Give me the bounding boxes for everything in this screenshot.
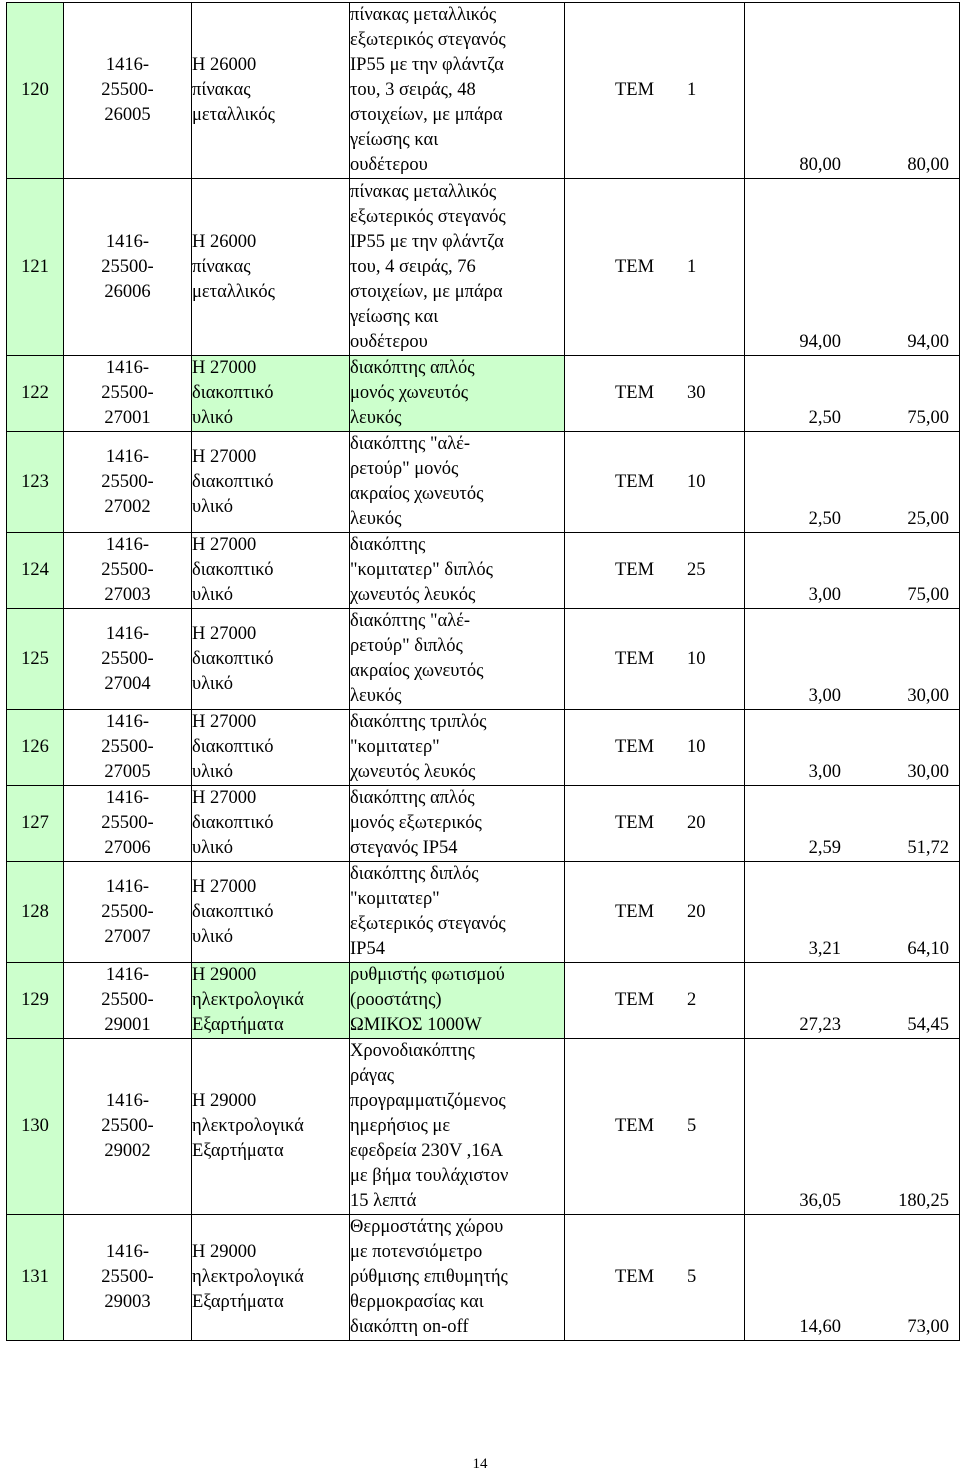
text-line: 26006 — [104, 281, 151, 302]
price-cell — [745, 862, 960, 963]
text-line: ημερήσιος με — [350, 1116, 451, 1136]
text-line: διακόπτης απλός — [350, 788, 475, 808]
text-line: εξωτερικός στεγανός — [350, 206, 506, 227]
table-row — [7, 609, 960, 710]
text-line: πίνακας — [192, 256, 251, 277]
text-line: θερμοκρασίας και — [350, 1292, 484, 1312]
quantity: 1 — [687, 80, 697, 100]
text-line: 25500- — [101, 813, 154, 833]
text-line: 1416- — [105, 358, 150, 378]
quantity: 10 — [687, 471, 706, 492]
table-row — [7, 1215, 960, 1341]
item-code — [64, 609, 192, 710]
text-line: με βήμα τουλάχιστον — [350, 1166, 509, 1186]
text-line: 25500- — [101, 737, 154, 757]
text-line: 1416- — [105, 446, 150, 467]
text-line: ρυθμιστής φωτισμού — [350, 965, 505, 985]
table-row — [7, 533, 960, 609]
unit-quantity-cell — [565, 432, 745, 533]
item-description — [350, 710, 565, 786]
item-code — [64, 432, 192, 533]
total-price: 30,00 — [907, 762, 949, 782]
text-line: 27003 — [104, 585, 151, 605]
item-description — [350, 3, 565, 179]
text-line: Η 29000 — [192, 1242, 257, 1262]
text-line: 1416- — [105, 1242, 150, 1262]
total-price: 54,45 — [907, 1015, 949, 1035]
text-line: διακόπτης "αλέ- — [350, 434, 471, 454]
row-number: 126 — [7, 710, 64, 786]
price-cell — [745, 533, 960, 609]
text-line: 25500- — [101, 80, 154, 100]
item-category — [192, 862, 350, 963]
item-code — [64, 179, 192, 356]
unit-price: 3,21 — [808, 939, 841, 959]
total-price: 180,25 — [898, 1191, 949, 1211]
text-line: ράγας — [350, 1066, 395, 1086]
total-price: 64,10 — [907, 939, 949, 959]
text-line: διακόπτης τριπλός — [350, 712, 487, 732]
text-line: Η 29000 — [192, 1091, 257, 1111]
text-line: (ροοστάτης) — [350, 990, 442, 1010]
total-price: 75,00 — [907, 408, 949, 428]
text-line: "κομιτατερ" — [350, 889, 440, 909]
text-line: Εξαρτήματα — [192, 1141, 284, 1161]
table-row — [7, 356, 960, 432]
text-line: 27001 — [104, 408, 151, 428]
text-line: ηλεκτρολογικά — [192, 1267, 304, 1287]
table-row — [7, 1039, 960, 1215]
item-description — [350, 786, 565, 862]
total-price: 30,00 — [907, 686, 949, 706]
text-line: διακοπτικό — [192, 813, 274, 833]
text-line: υλικό — [192, 838, 234, 858]
text-line: 29002 — [104, 1141, 151, 1161]
item-code — [64, 3, 192, 179]
text-line: Η 26000 — [192, 55, 257, 75]
unit-price: 80,00 — [799, 154, 841, 175]
text-line: 25500- — [101, 560, 154, 580]
unit: TEM — [615, 737, 655, 757]
item-category — [192, 356, 350, 432]
unit: TEM — [615, 990, 655, 1010]
unit: TEM — [615, 648, 655, 669]
unit: TEM — [615, 471, 655, 492]
table-row — [7, 3, 960, 179]
total-price: 94,00 — [907, 332, 949, 352]
text-line: 26005 — [104, 105, 151, 125]
item-category — [192, 533, 350, 609]
text-line: 1416- — [105, 965, 150, 985]
price-cell — [745, 710, 960, 786]
text-line: Η 27000 — [192, 788, 257, 808]
unit: TEM — [615, 1267, 655, 1287]
item-code — [64, 710, 192, 786]
quantity: 25 — [687, 560, 706, 580]
price-list-table — [6, 2, 960, 1341]
text-line: ρετούρ" μονός — [350, 459, 459, 479]
price-cell — [745, 786, 960, 862]
item-code — [64, 862, 192, 963]
unit-quantity-cell — [565, 3, 745, 179]
text-line: "κομιτατερ" — [350, 737, 440, 757]
text-line: υλικό — [192, 926, 234, 947]
price-cell — [745, 1039, 960, 1215]
quantity: 10 — [687, 648, 706, 669]
text-line: 27005 — [104, 762, 151, 782]
text-line: μεταλλικός — [192, 281, 275, 302]
item-category — [192, 1215, 350, 1341]
text-line: ηλεκτρολογικά — [192, 1116, 304, 1136]
text-line: πίνακας μεταλλικός — [350, 181, 497, 202]
row-number: 122 — [7, 356, 64, 432]
unit-price: 3,00 — [808, 762, 841, 782]
unit-quantity-cell — [565, 609, 745, 710]
unit-quantity-cell — [565, 179, 745, 356]
item-description — [350, 179, 565, 356]
text-line: 25500- — [101, 990, 154, 1010]
total-price: 73,00 — [907, 1317, 949, 1337]
row-number: 124 — [7, 533, 64, 609]
unit-quantity-cell — [565, 862, 745, 963]
text-line: Η 27000 — [192, 623, 257, 644]
text-line: Η 27000 — [192, 712, 257, 732]
unit: TEM — [615, 1116, 655, 1136]
row-number: 127 — [7, 786, 64, 862]
text-line: 29001 — [104, 1015, 151, 1035]
text-line: 1416- — [105, 623, 150, 644]
total-price: 25,00 — [907, 509, 949, 529]
text-line: 1416- — [105, 231, 150, 252]
text-line: στοιχείων, με μπάρα — [350, 105, 503, 125]
text-line: 25500- — [101, 256, 154, 277]
quantity: 30 — [687, 383, 706, 403]
text-line: γείωσης και — [350, 130, 439, 150]
row-number: 129 — [7, 963, 64, 1039]
text-line: IP55 με την φλάντζα — [350, 55, 504, 75]
quantity: 20 — [687, 813, 706, 833]
row-number: 121 — [7, 179, 64, 356]
text-line: λευκός — [350, 686, 402, 706]
text-line: διακοπτικό — [192, 471, 274, 492]
text-line: γείωσης και — [350, 306, 439, 327]
unit: TEM — [615, 80, 655, 100]
text-line: Εξαρτήματα — [192, 1015, 284, 1035]
text-line: 25500- — [101, 383, 154, 403]
row-number: 131 — [7, 1215, 64, 1341]
text-line: 1416- — [105, 1091, 150, 1111]
price-cell — [745, 356, 960, 432]
text-line: Χρονοδιακόπτης — [350, 1041, 475, 1061]
quantity: 10 — [687, 737, 706, 757]
text-line: διακοπτικό — [192, 901, 274, 922]
row-number: 120 — [7, 3, 64, 179]
text-line: Η 27000 — [192, 358, 257, 378]
unit-quantity-cell — [565, 710, 745, 786]
text-line: IP55 με την φλάντζα — [350, 231, 504, 252]
unit: TEM — [615, 383, 655, 403]
item-description — [350, 963, 565, 1039]
quantity: 20 — [687, 901, 706, 922]
text-line: μονός χωνευτός — [350, 383, 469, 403]
text-line: ουδέτερου — [350, 331, 428, 352]
unit-quantity-cell — [565, 1215, 745, 1341]
table-row — [7, 786, 960, 862]
text-line: 1416- — [105, 535, 150, 555]
unit-quantity-cell — [565, 963, 745, 1039]
quantity: 2 — [687, 990, 697, 1010]
text-line: διακοπτικό — [192, 383, 274, 403]
price-cell — [745, 3, 960, 179]
text-line: του, 4 σειράς, 76 — [350, 256, 476, 277]
item-category — [192, 3, 350, 179]
text-line: Η 27000 — [192, 446, 257, 467]
item-code — [64, 786, 192, 862]
text-line: 25500- — [101, 471, 154, 492]
text-line: 27004 — [104, 673, 151, 694]
text-line: εφεδρεία 230V ,16A — [350, 1141, 504, 1161]
item-category — [192, 179, 350, 356]
text-line: στεγανός IP54 — [350, 838, 458, 858]
quantity: 5 — [687, 1116, 697, 1136]
unit-price: 2,59 — [808, 838, 841, 858]
price-cell — [745, 963, 960, 1039]
text-line: 25500- — [101, 901, 154, 922]
text-line: 25500- — [101, 1267, 154, 1287]
text-line: "κομιτατερ" διπλός — [350, 560, 493, 580]
text-line: ακραίος χωνευτός — [350, 484, 484, 504]
text-line: προγραμματιζόμενος — [350, 1091, 506, 1111]
table-row — [7, 179, 960, 356]
price-cell — [745, 609, 960, 710]
text-line: 1416- — [105, 55, 150, 75]
text-line: IP54 — [350, 939, 385, 959]
price-cell — [745, 432, 960, 533]
text-line: εξωτερικός στεγανός — [350, 30, 506, 50]
unit: TEM — [615, 256, 655, 277]
item-description — [350, 609, 565, 710]
text-line: χωνευτός λευκός — [350, 585, 476, 605]
unit: TEM — [615, 901, 655, 922]
text-line: διακόπτης — [350, 535, 426, 555]
item-code — [64, 533, 192, 609]
table-row — [7, 710, 960, 786]
unit-quantity-cell — [565, 356, 745, 432]
text-line: διακόπτης "αλέ- — [350, 611, 471, 631]
unit: TEM — [615, 560, 655, 580]
text-line: διακόπτης διπλός — [350, 864, 479, 884]
total-price: 51,72 — [907, 838, 949, 858]
text-line: μεταλλικός — [192, 105, 275, 125]
unit-price: 3,00 — [808, 585, 841, 605]
text-line: διακόπτη on-off — [350, 1317, 469, 1337]
total-price: 80,00 — [907, 154, 949, 175]
item-category — [192, 710, 350, 786]
text-line: λευκός — [350, 408, 402, 428]
row-number: 125 — [7, 609, 64, 710]
unit-quantity-cell — [565, 533, 745, 609]
text-line: Θερμοστάτης χώρου — [350, 1217, 504, 1237]
item-code — [64, 963, 192, 1039]
item-description — [350, 1039, 565, 1215]
page-number: 14 — [472, 1456, 488, 1472]
unit-price: 14,60 — [799, 1317, 841, 1337]
text-line: χωνευτός λευκός — [350, 762, 476, 782]
text-line: 1416- — [105, 788, 150, 808]
row-number: 123 — [7, 432, 64, 533]
text-line: 15 λεπτά — [350, 1191, 417, 1211]
text-line: υλικό — [192, 673, 234, 694]
text-line: διακοπτικό — [192, 648, 274, 669]
unit-quantity-cell — [565, 786, 745, 862]
text-line: ρετούρ" διπλός — [350, 636, 463, 656]
item-description — [350, 432, 565, 533]
text-line: Η 27000 — [192, 535, 257, 555]
text-line: Η 26000 — [192, 231, 257, 252]
text-line: 29003 — [104, 1292, 151, 1312]
text-line: 25500- — [101, 1116, 154, 1136]
item-description — [350, 533, 565, 609]
unit-price: 94,00 — [799, 332, 841, 352]
item-category — [192, 963, 350, 1039]
text-line: πίνακας μεταλλικός — [350, 5, 497, 25]
text-line: λευκός — [350, 509, 402, 529]
text-line: 27007 — [104, 926, 151, 947]
quantity: 1 — [687, 256, 697, 277]
total-price: 75,00 — [907, 585, 949, 605]
unit-price: 27,23 — [799, 1015, 841, 1035]
text-line: διακόπτης απλός — [350, 358, 475, 378]
quantity: 5 — [687, 1267, 697, 1287]
unit: TEM — [615, 813, 655, 833]
text-line: εξωτερικός στεγανός — [350, 914, 506, 934]
text-line: πίνακας — [192, 80, 251, 100]
table-row — [7, 432, 960, 533]
text-line: ουδέτερου — [350, 155, 428, 175]
row-number: 128 — [7, 862, 64, 963]
text-line: Η 27000 — [192, 876, 257, 897]
item-description — [350, 1215, 565, 1341]
unit-price: 3,00 — [808, 686, 841, 706]
text-line: στοιχείων, με μπάρα — [350, 281, 503, 302]
unit-price: 2,50 — [808, 509, 841, 529]
text-line: διακοπτικό — [192, 737, 274, 757]
unit-price: 36,05 — [799, 1191, 841, 1211]
price-cell — [745, 1215, 960, 1341]
text-line: 27006 — [104, 838, 151, 858]
item-category — [192, 432, 350, 533]
text-line: 1416- — [105, 876, 150, 897]
item-code — [64, 356, 192, 432]
text-line: Εξαρτήματα — [192, 1292, 284, 1312]
text-line: υλικό — [192, 762, 234, 782]
item-code — [64, 1215, 192, 1341]
text-line: 27002 — [104, 496, 151, 517]
text-line: ρύθμισης επιθυμητής — [350, 1267, 508, 1287]
text-line: με ποτενσιόμετρο — [350, 1242, 483, 1262]
text-line: ΩΜΙΚΟΣ 1000W — [350, 1015, 482, 1035]
item-category — [192, 609, 350, 710]
text-line: διακοπτικό — [192, 560, 274, 580]
text-line: 1416- — [105, 712, 150, 732]
text-line: μονός εξωτερικός — [350, 813, 482, 833]
item-code — [64, 1039, 192, 1215]
text-line: του, 3 σειράς, 48 — [350, 80, 476, 100]
row-number: 130 — [7, 1039, 64, 1215]
unit-price: 2,50 — [808, 408, 841, 428]
item-category — [192, 1039, 350, 1215]
table-row — [7, 862, 960, 963]
table-row — [7, 963, 960, 1039]
price-cell — [745, 179, 960, 356]
item-category — [192, 786, 350, 862]
text-line: 25500- — [101, 648, 154, 669]
unit-quantity-cell — [565, 1039, 745, 1215]
item-description — [350, 862, 565, 963]
text-line: Η 29000 — [192, 965, 257, 985]
text-line: υλικό — [192, 496, 234, 517]
text-line: υλικό — [192, 585, 234, 605]
text-line: υλικό — [192, 408, 234, 428]
item-description — [350, 356, 565, 432]
text-line: ακραίος χωνευτός — [350, 661, 484, 681]
text-line: ηλεκτρολογικά — [192, 990, 304, 1010]
